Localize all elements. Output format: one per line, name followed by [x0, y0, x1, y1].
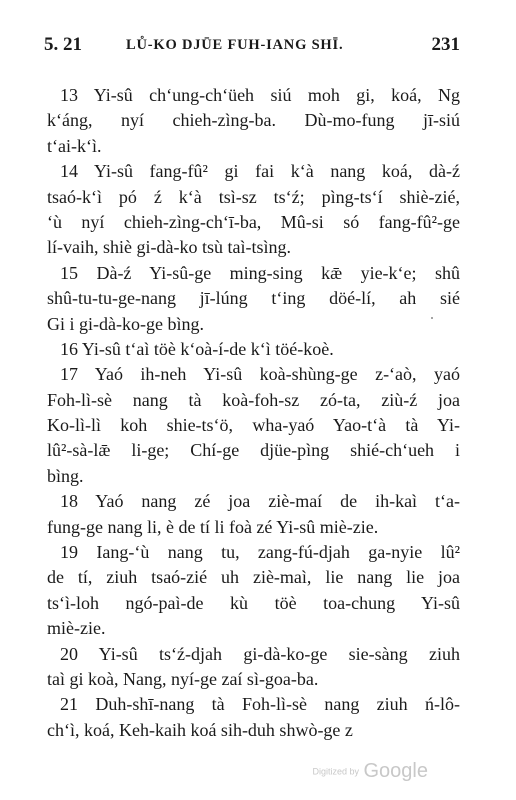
verse-line: 15 Dà-ź Yi-sû-ge ming-sing kǣ yie-k‘e; shû	[60, 262, 460, 283]
verse-line: 13 Yi-sû ch‘ung-ch‘üeh siú moh gi, koá, Ng	[60, 85, 460, 105]
google-logo-text: Google	[363, 760, 428, 782]
verse-line: ts‘ì-loh ngó-paì-de kù töè toa-chung Yi-sû	[47, 592, 460, 613]
ink-speck	[431, 317, 433, 319]
book-title: LŮ-KO DJŪE FUH-IANG SHĪ.	[126, 37, 344, 53]
verse-line: 19 Iang-‘ù nang tu, zang-fú-djah ga-nyie lû²	[60, 542, 460, 563]
verse-line: tsaó-k‘ì pó ź k‘à tsì-sz ts‘ź; pìng-ts‘í shiè-zié,	[47, 186, 460, 207]
verse-line: k‘áng, nyí chieh-zìng-ba. Dù-mo-fung jī-siú	[47, 110, 460, 131]
running-head	[44, 34, 460, 64]
verse-line: 21 Duh-shī-nang tà Foh-lì-sè nang ziuh ń-lô-	[60, 694, 460, 715]
verse-line: Foh-lì-sè nang tà koà-foh-sz zó-ta, ziù-ź joa	[47, 389, 460, 410]
watermark-small-text: Digitized by	[312, 766, 360, 777]
verse-line: ‘ù nyí chieh-zìng-ch‘ī-ba, Mû-si só fang-fû²-ge	[47, 211, 460, 232]
verse-line: ch‘ì, koá, Keh-kaih koá sih-duh shwò-ge z	[47, 719, 353, 740]
verse-19	[47, 540, 460, 642]
verse-line: fung-ge nang li, è de tí li foà zé Yi-sû miè-zie.	[47, 516, 379, 537]
verse-line: Gi i gi-dà-ko-ge bìng.	[47, 313, 204, 334]
verse-13	[47, 83, 460, 159]
verse-line: Ko-lì-lì koh shie-ts‘ö, wha-yaó Yao-t‘à tà Yi-	[47, 415, 460, 436]
verse-line: lû²-sà-lǣ li-ge; Chí-ge djüe-pìng shié-ch‘ueh i	[47, 440, 460, 461]
verse-18	[47, 489, 460, 540]
page-number: 231	[431, 34, 460, 55]
verse-line: t‘ai-k‘ì.	[47, 135, 102, 156]
verse-line: de tí, ziuh tsaó-zié uh ziè-maì, lie nang lie joa	[47, 567, 460, 588]
verse-line: lí-vaih, shiè gi-dà-ko tsù taì-tsìng.	[47, 237, 291, 258]
digitized-watermark	[313, 760, 428, 783]
verse-line: miè-zie.	[47, 618, 106, 639]
verse-line: taì gi koà, Nang, nyí-ge zaí sì-goa-ba.	[47, 668, 319, 689]
verse-15	[47, 261, 460, 337]
verse-line: 16 Yi-sû t‘aì töè k‘oà-í-de k‘ì töé-koè.	[60, 338, 334, 359]
verse-text-block	[47, 83, 460, 743]
verse-line: 14 Yi-sû fang-fû² gi fai k‘à nang koá, dà-ź	[60, 161, 460, 182]
verse-16	[60, 337, 460, 362]
verse-line: 18 Yaó nang zé joa ziè-maí de ih-kaì t‘a-	[60, 491, 460, 512]
chapter-verse-reference: 5. 21	[44, 34, 82, 55]
verse-line: 20 Yi-sû ts‘ź-djah gi-dà-ko-ge sie-sàng ziuh	[60, 643, 460, 664]
verse-14	[47, 159, 460, 261]
verse-line: bìng.	[47, 465, 84, 486]
verse-17	[47, 362, 460, 489]
verse-20	[47, 642, 460, 693]
verse-line: shû-tu-tu-ge-nang jī-lúng t‘ing döé-lí, ah sié	[47, 288, 460, 309]
verse-line: 17 Yaó ih-neh Yi-sû koà-shùng-ge z-‘aò, yaó	[60, 364, 460, 385]
verse-21	[47, 692, 460, 743]
